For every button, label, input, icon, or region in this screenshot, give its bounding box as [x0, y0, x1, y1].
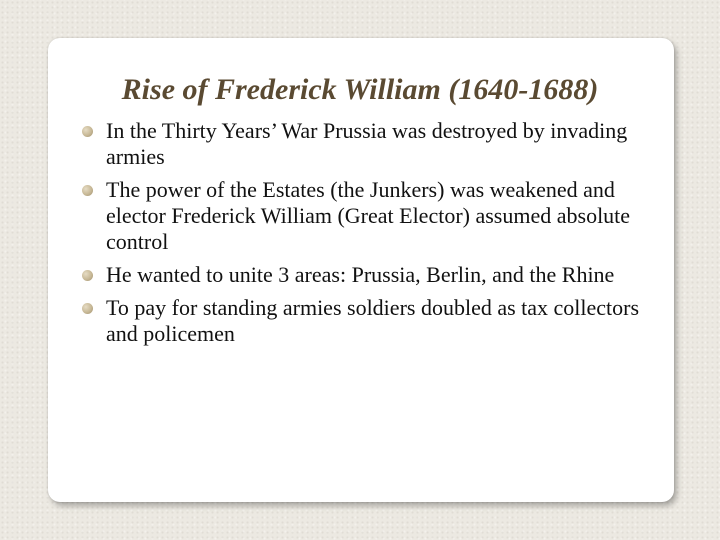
bullet-item — [72, 262, 652, 288]
bullet-text: In the Thirty Years’ War Prussia was destroyed by invading armies — [106, 118, 628, 169]
bullet-item — [72, 177, 652, 255]
round-bullet-icon — [82, 185, 93, 196]
bullet-item — [72, 295, 652, 347]
bullet-text: He wanted to unite 3 areas: Prussia, Berlin, and the Rhine — [106, 262, 615, 287]
bullet-text: The power of the Estates (the Junkers) was weakened and elector Frederick William (Great Elector) assumed absolute control — [106, 177, 631, 254]
round-bullet-icon — [82, 126, 93, 137]
bullet-item — [72, 118, 652, 170]
bullet-text: To pay for standing armies soldiers doubled as tax collectors and policemen — [106, 295, 640, 346]
round-bullet-icon — [82, 303, 93, 314]
slide-title: Rise of Frederick William (1640-1688) — [121, 73, 599, 106]
bullet-list — [72, 118, 652, 354]
round-bullet-icon — [82, 270, 93, 281]
